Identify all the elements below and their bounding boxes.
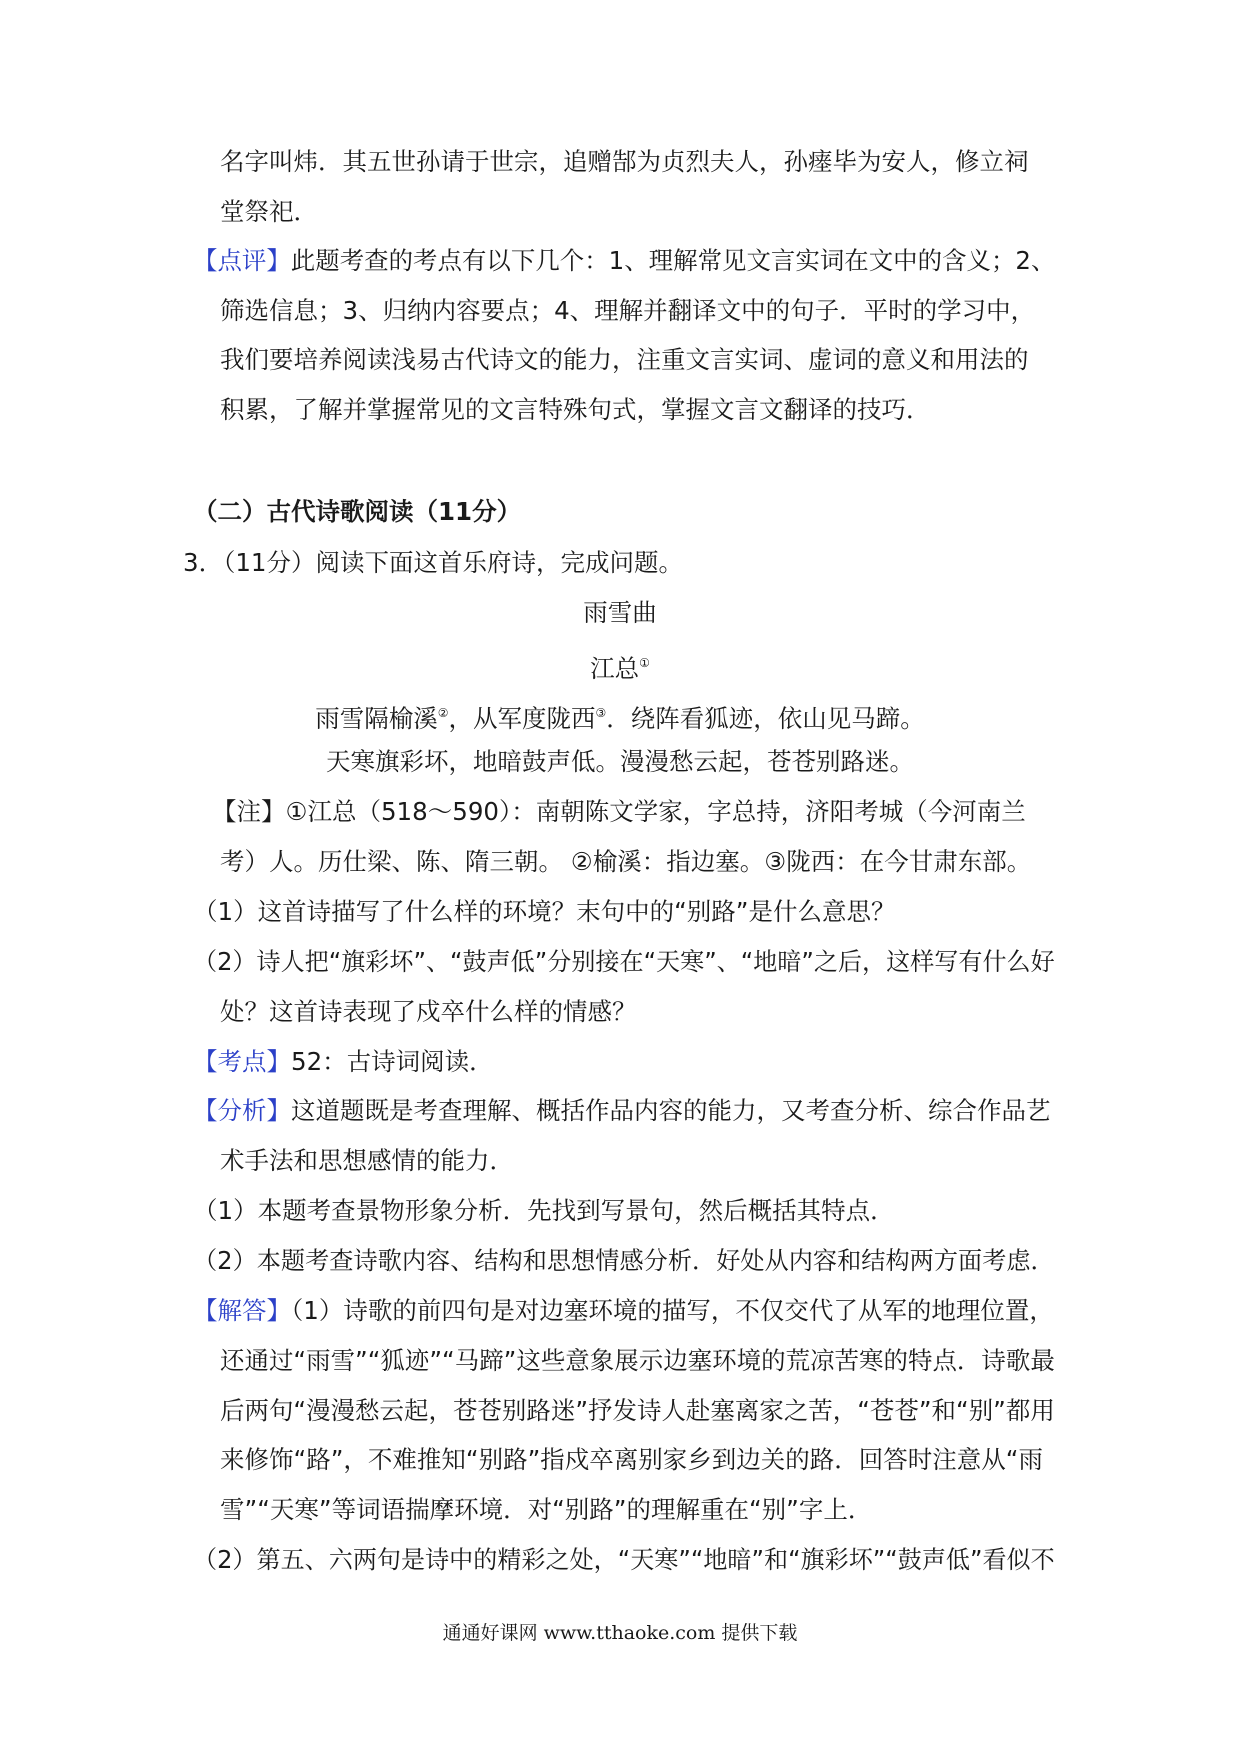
section-heading: （二）古代诗歌阅读（11分） <box>193 497 522 526</box>
poem-line-1 <box>0 697 1240 735</box>
kaodian-text: 52：古诗词阅读． <box>291 1047 494 1076</box>
analysis-line-1: 这道题既是考查理解、概括作品内容的能力，又考查分析、综合作品艺 <box>291 1096 1051 1125</box>
answer-line-3: 后两句“漫漫愁云起，苍苍别路迷”抒发诗人赴塞离家之苦，“苍苍”和“别”都用 <box>220 1396 1055 1425</box>
answer-tag: 【解答】 <box>193 1296 291 1325</box>
note-mark-2: ② <box>437 706 449 720</box>
poem-line-2: 天寒旗彩坏，地暗鼓声低。漫漫愁云起，苍苍别路迷。 <box>326 747 914 776</box>
analysis-paragraph <box>193 1095 1051 1127</box>
question-2-line-2: 处？这首诗表现了戍卒什么样的情感？ <box>220 997 637 1026</box>
note-line-1: 【注】①江总（518～590）：南朝陈文学家，字总持，济阳考城（今河南兰 <box>212 797 1026 826</box>
question-stem: 3．（11分）阅读下面这首乐府诗，完成问题。 <box>183 548 684 577</box>
comment-line-1: 此题考查的考点有以下几个：1、理解常见文言实词在文中的含义；2、 <box>290 246 1056 275</box>
poem-line-1-part-c: ．绕阵看狐迹，依山见马蹄。 <box>606 704 925 733</box>
poem-author-name: 江总 <box>590 654 640 683</box>
comment-paragraph <box>193 245 1055 277</box>
answer-line-2: 还通过“雨雪”“狐迹”“马蹄”这些意象展示边塞环境的荒凉苦寒的特点．诗歌最 <box>220 1346 1055 1375</box>
analysis-tag: 【分析】 <box>193 1096 291 1125</box>
answer-paragraph <box>193 1295 1054 1327</box>
analysis-line-3: （1）本题考查景物形象分析．先找到写景句，然后概括其特点． <box>193 1196 895 1225</box>
answer-line-6: （2）第五、六两句是诗中的精彩之处，“天寒”“地暗”和“旗彩坏”“鼓声低”看似不 <box>193 1545 1055 1574</box>
answer-line-4: 来修饰“路”，不难推知“别路”指戍卒离别家乡到边关的路．回答时注意从“雨 <box>220 1445 1043 1474</box>
comment-tag: 【点评】 <box>193 246 291 275</box>
answer-line-5: 雪”“天寒”等词语揣摩环境．对“别路”的理解重在“别”字上． <box>220 1495 873 1524</box>
comment-line-4: 积累，了解并掌握常见的文言特殊句式，掌握文言文翻译的技巧． <box>220 395 931 424</box>
page-footer: 通通好课网 www.tthaoke.com 提供下载 <box>442 1622 798 1644</box>
author-note-mark: ① <box>639 656 650 670</box>
note-line-2: 考）人。历仕梁、陈、隋三朝。 ②榆溪：指边塞。③陇西：在今甘肃东部。 <box>220 847 1032 876</box>
kaodian-paragraph <box>193 1046 494 1078</box>
question-1: （1）这首诗描写了什么样的环境？末句中的“别路”是什么意思？ <box>193 897 896 926</box>
poem-line-1-part-b: ，从军度陇西 <box>448 704 596 733</box>
analysis-line-4: （2）本题考查诗歌内容、结构和思想情感分析．好处从内容和结构两方面考虑． <box>193 1246 1055 1275</box>
question-2-line-1: （2）诗人把“旗彩坏”、“鼓声低”分别接在“天寒”、“地暗”之后，这样写有什么好 <box>193 947 1055 976</box>
poem-author <box>0 647 1240 685</box>
note-mark-3: ③ <box>595 706 607 720</box>
analysis-line-2: 术手法和思想感情的能力． <box>220 1146 514 1175</box>
poem-title: 雨雪曲 <box>583 598 657 627</box>
poem-line-1-part-a: 雨雪隔榆溪 <box>315 704 438 733</box>
kaodian-tag: 【考点】 <box>193 1047 291 1076</box>
answer-tail-line-1: 名字叫炜．其五世孙请于世宗，追赠郜为贞烈夫人，孙瘗毕为安人，修立祠 <box>220 147 1029 176</box>
comment-line-2: 筛选信息；3、归纳内容要点；4、理解并翻译文中的句子．平时的学习中， <box>220 296 1036 325</box>
answer-tail-line-2: 堂祭祀． <box>220 197 318 226</box>
comment-line-3: 我们要培养阅读浅易古代诗文的能力，注重文言实词、虚词的意义和用法的 <box>220 345 1029 374</box>
answer-line-1: （1）诗歌的前四句是对边塞环境的描写，不仅交代了从军的地理位置， <box>291 1296 1054 1325</box>
